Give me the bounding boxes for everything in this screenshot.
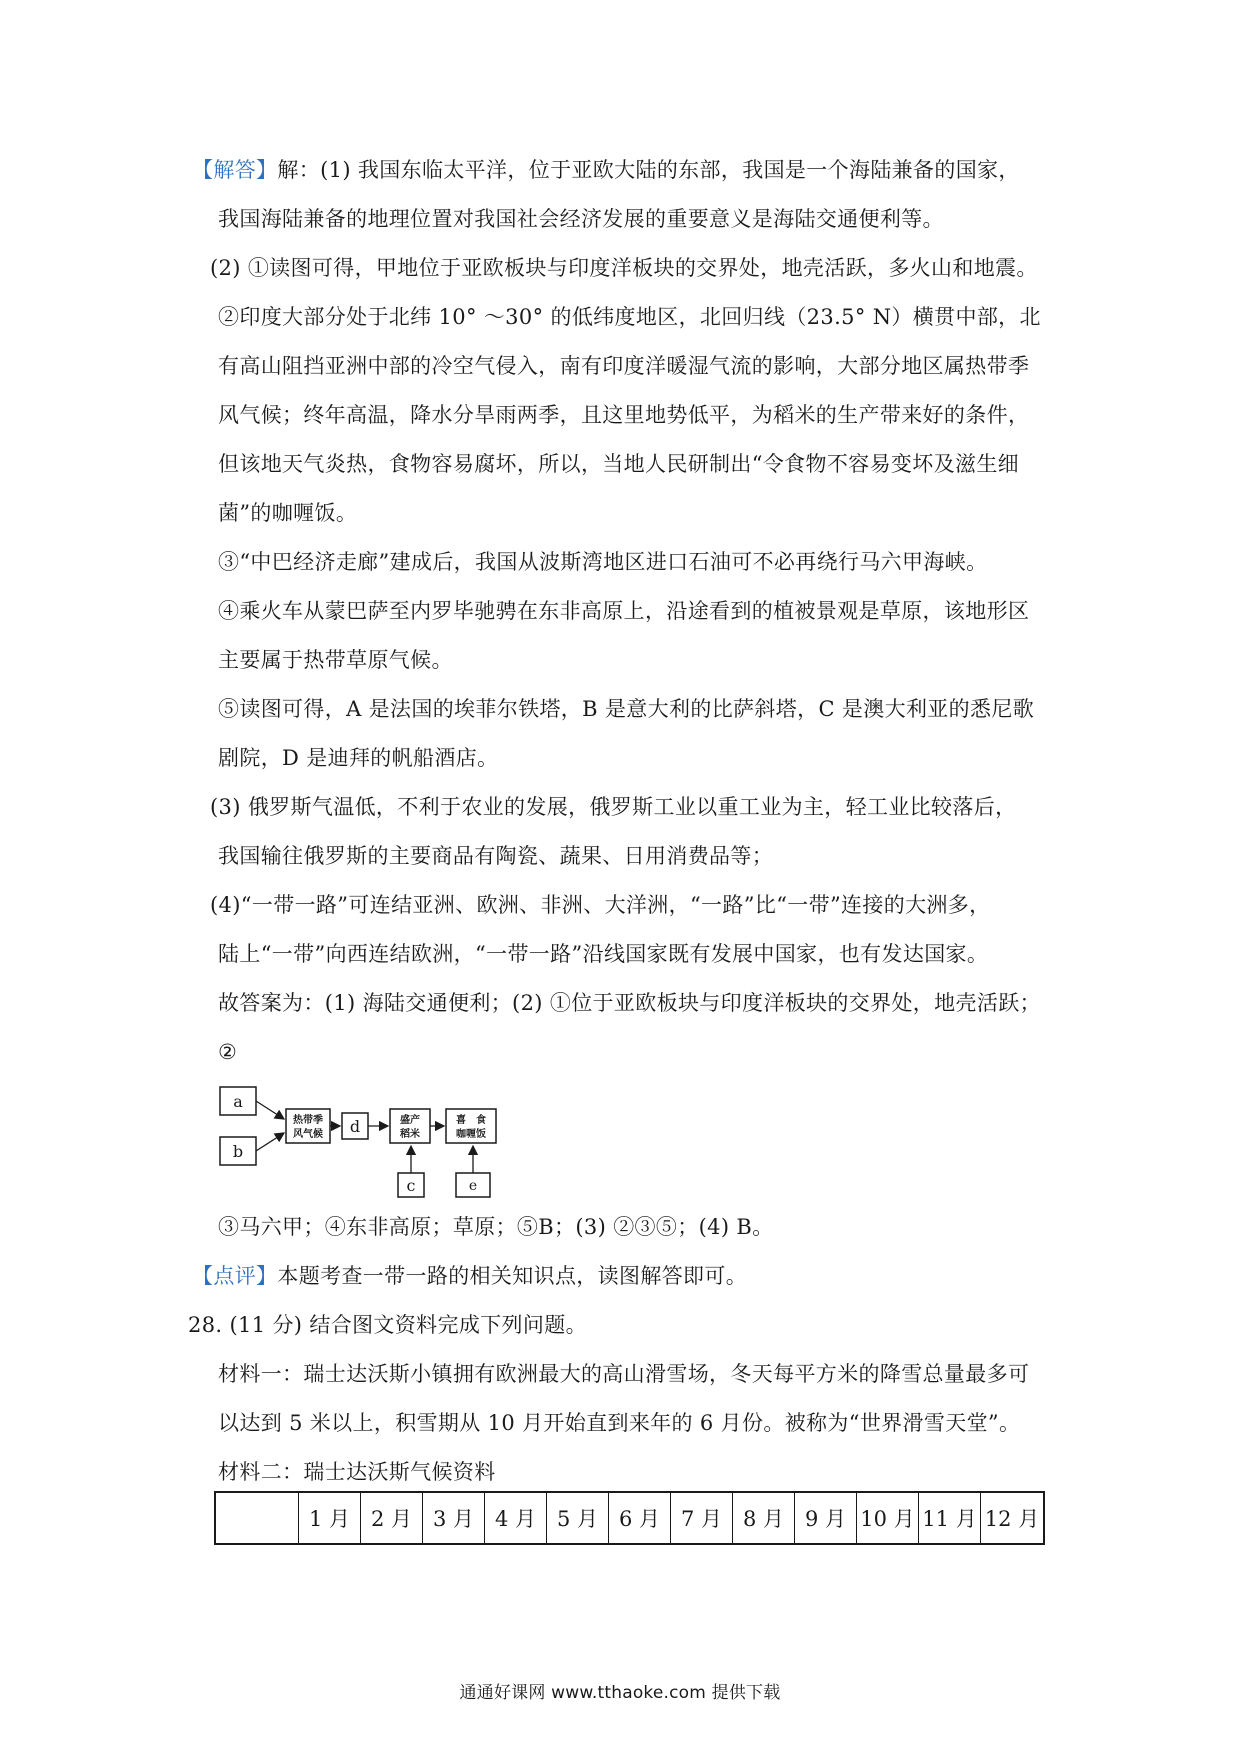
diagram-label-food-2: 咖喱饭: [456, 1129, 486, 1140]
table-month-cell: 11 月: [919, 1492, 981, 1544]
question-header: 28. (11 分) 结合图文资料完成下列问题。: [188, 1313, 587, 1337]
answer-line-7: 但该地天气炎热，食物容易腐坏，所以，当地人民研制出“令食物不容易变坏及滋生细: [218, 452, 1020, 476]
table-month-cell: 8 月: [733, 1492, 795, 1544]
climate-table: [214, 1491, 1045, 1545]
answer-tag: 【解答】: [192, 158, 278, 182]
comment-tag: 【点评】: [192, 1264, 278, 1288]
table-month-cell: 6 月: [609, 1492, 671, 1544]
answer-line-13: 剧院，D 是迪拜的帆船酒店。: [218, 746, 499, 770]
table-month-cell: 7 月: [671, 1492, 733, 1544]
comment-text: 本题考查一带一路的相关知识点，读图解答即可。: [277, 1264, 748, 1288]
answer-after-diagram: ③马六甲；④东非高原；草原；⑤B；(3) ②③⑤；(4) B。: [218, 1215, 774, 1239]
table-month-cell: 9 月: [795, 1492, 857, 1544]
diagram-label-b: b: [232, 1142, 244, 1161]
diagram-label-d: d: [349, 1117, 361, 1136]
diagram-label-food-1: 喜 食: [456, 1115, 486, 1126]
flow-diagram: [218, 1085, 508, 1200]
answer-line-14: (3) 俄罗斯气温低，不利于农业的发展，俄罗斯工业以重工业为主，轻工业比较落后，: [210, 795, 1017, 819]
answer-line-5: 有高山阻挡亚洲中部的冷空气侵入，南有印度洋暖湿气流的影响，大部分地区属热带季: [218, 354, 1030, 378]
answer-line-15: 我国输往俄罗斯的主要商品有陶瓷、蔬果、日用消费品等；: [218, 844, 774, 868]
comment-line: [192, 1261, 747, 1291]
answer-line-6: 风气候；终年高温，降水分旱雨两季，且这里地势低平，为稻米的生产带来好的条件，: [218, 403, 1030, 427]
answer-line-12: ⑤读图可得，A 是法国的埃菲尔铁塔，B 是意大利的比萨斜塔，C 是澳大利亚的悉尼歌: [218, 697, 1035, 721]
table-month-cell: 10 月: [857, 1492, 919, 1544]
diagram-label-rice-2: 稻米: [400, 1129, 420, 1140]
answer-line-4: ②印度大部分处于北纬 10° ～30° 的低纬度地区，北回归线（23.5° N）横贯中部，北: [218, 305, 1041, 329]
answer-line-18: 故答案为：(1) 海陆交通便利；(2) ①位于亚欧板块与印度洋板块的交界处，地壳活跃；: [218, 991, 1041, 1015]
answer-text: 解：(1) 我国东临太平洋，位于亚欧大陆的东部，我国是一个海陆兼备的国家，: [277, 158, 1020, 182]
diagram-label-climate-1: 热带季: [293, 1115, 323, 1126]
arrow-b-to-climate: [256, 1133, 284, 1151]
table-month-cell: 3 月: [423, 1492, 485, 1544]
answer-line-17: 陆上“一带”向西连结欧洲，“一带一路”沿线国家既有发展中国家，也有发达国家。: [218, 942, 989, 966]
answer-line-2: 我国海陆兼备的地理位置对我国社会经济发展的重要意义是海陆交通便利等。: [218, 207, 944, 231]
material1-line-2: 以达到 5 米以上，积雪期从 10 月开始直到来年的 6 月份。被称为“世界滑雪天堂”。: [218, 1411, 1021, 1435]
table-month-cell: 12 月: [981, 1492, 1045, 1544]
climate-table-header-row: [215, 1492, 1044, 1544]
material1-line-1: 材料一：瑞士达沃斯小镇拥有欧洲最大的高山滑雪场，冬天每平方米的降雪总量最多可: [218, 1362, 1030, 1386]
answer-line-8: 菌”的咖喱饭。: [218, 501, 358, 525]
diagram-label-rice-1: 盛产: [400, 1115, 420, 1126]
diagram-label-climate-2: 风气候: [293, 1129, 323, 1140]
answer-line-11: 主要属于热带草原气候。: [218, 648, 453, 672]
material2-label: 材料二：瑞士达沃斯气候资料: [218, 1460, 496, 1484]
table-month-cell: 5 月: [547, 1492, 609, 1544]
answer-line-10: ④乘火车从蒙巴萨至内罗毕驰骋在东非高原上，沿途看到的植被景观是草原，该地形区: [218, 599, 1030, 623]
answer-line-16: (4)“一带一路”可连结亚洲、欧洲、非洲、大洋洲，“一路”比“一带”连接的大洲多，: [210, 893, 991, 917]
table-corner-cell: [215, 1492, 299, 1544]
table-month-cell: 1 月: [299, 1492, 361, 1544]
arrow-a-to-climate: [256, 1101, 284, 1119]
answer-line-1: [192, 155, 1020, 185]
table-month-cell: 4 月: [485, 1492, 547, 1544]
answer-line-9: ③“中巴经济走廊”建成后，我国从波斯湾地区进口石油可不必再绕行马六甲海峡。: [218, 550, 988, 574]
answer-line-3: (2) ①读图可得，甲地位于亚欧板块与印度洋板块的交界处，地壳活跃，多火山和地震。: [210, 256, 1038, 280]
page-footer: 通通好课网 www.tthaoke.com 提供下载: [459, 1683, 781, 1703]
diagram-label-a: a: [233, 1092, 243, 1111]
diagram-label-e: e: [468, 1178, 478, 1194]
table-month-cell: 2 月: [361, 1492, 423, 1544]
diagram-label-c: c: [406, 1176, 416, 1195]
answer-line-19: ②: [218, 1040, 238, 1064]
